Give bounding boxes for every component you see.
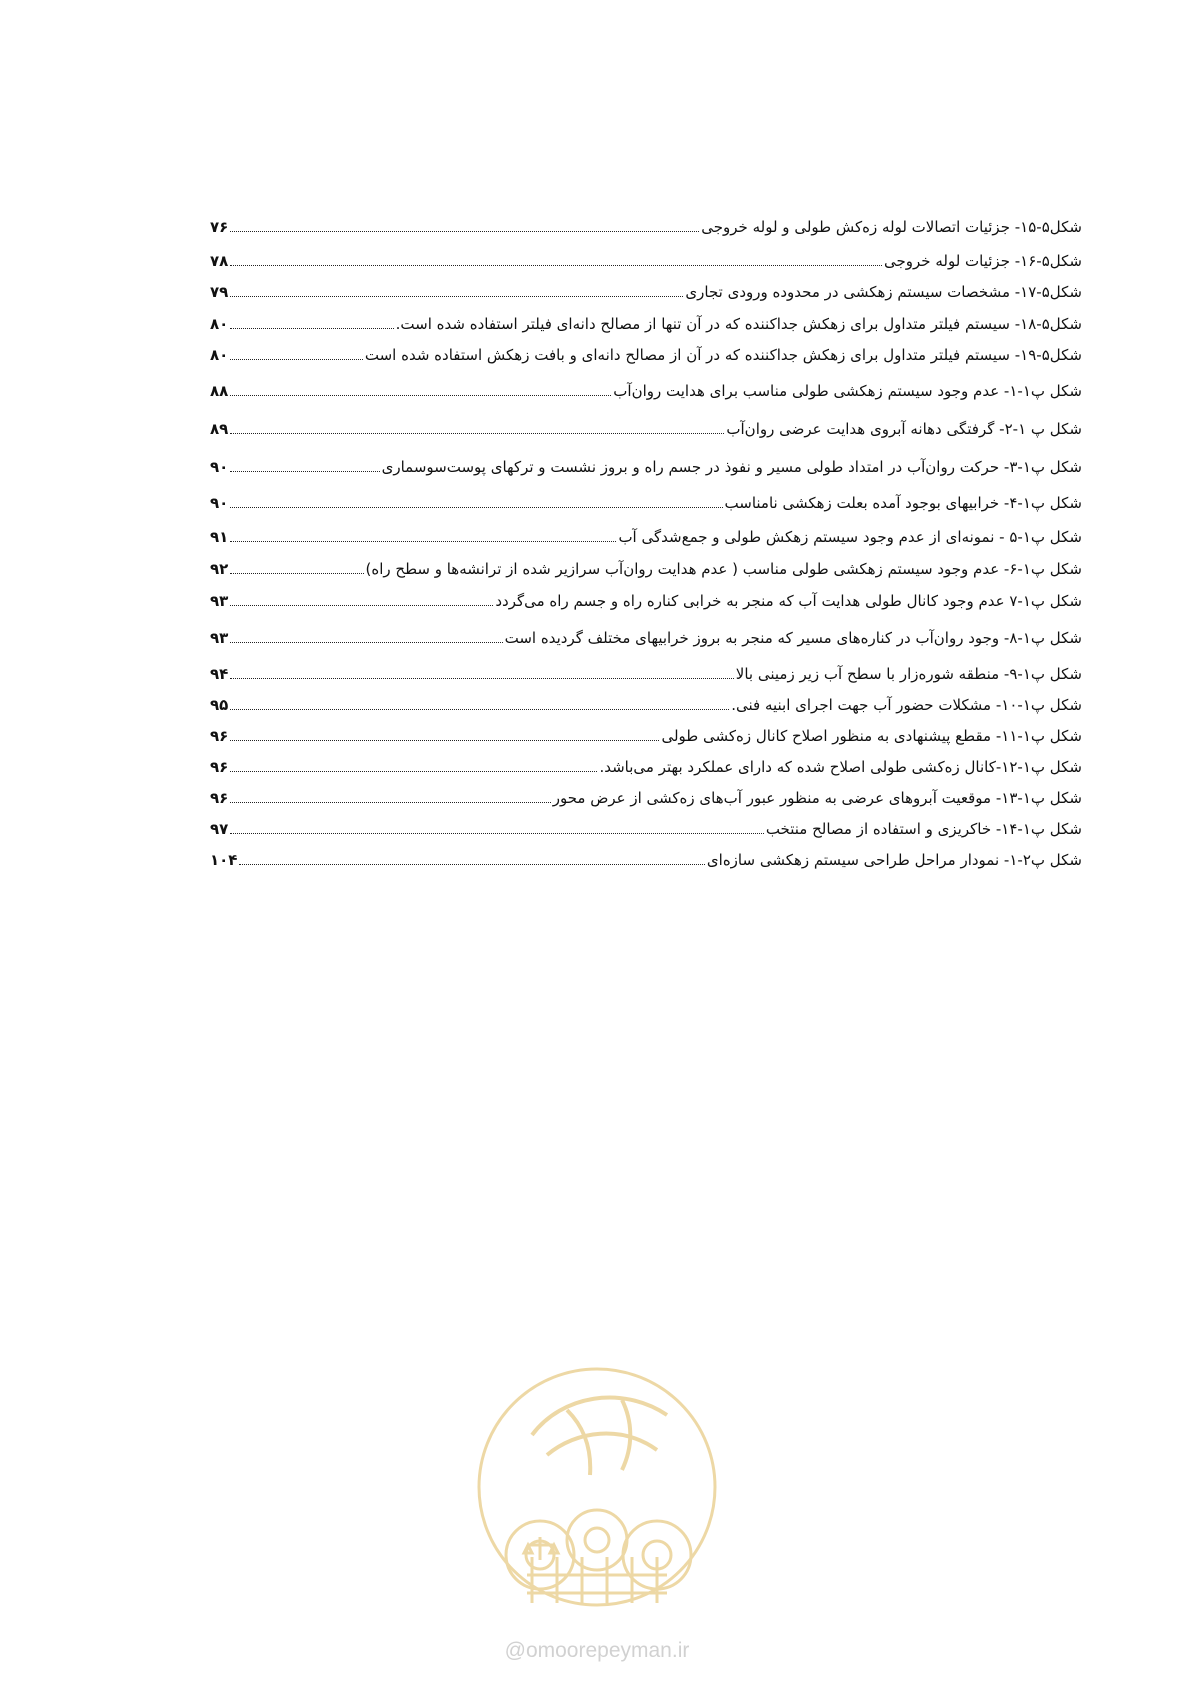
dot-leader <box>230 771 597 772</box>
toc-page-number: ۸۰ <box>210 346 229 364</box>
dot-leader <box>239 864 704 865</box>
toc-row[interactable] <box>210 315 1082 346</box>
dot-leader <box>230 833 764 834</box>
toc-entry-title: شکل پ۱-۱۱- مقطع پیشنهادی به منظور اصلاح کانال زه‌کشی طولی <box>661 727 1082 745</box>
toc-page-number: ۹۳ <box>210 592 229 610</box>
toc-entry-title: شکل پ۱-۹- منطقه شوره‌زار با سطح آب زیر زمینی بالا <box>735 665 1082 683</box>
toc-page-number: ۸۰ <box>210 315 229 333</box>
dot-leader <box>230 231 699 232</box>
toc-entry-title: شکل پ۱-۸- وجود روان‌آب در کناره‌های مسیر که منجر به بروز خرابیهای مختلف گردیده است <box>504 629 1082 647</box>
toc-page-number: ۹۲ <box>210 560 229 578</box>
dot-leader <box>230 433 724 434</box>
toc-page-number: ۹۵ <box>210 696 229 714</box>
toc-page-number: ۹۶ <box>210 789 229 807</box>
toc-row[interactable] <box>210 727 1082 758</box>
toc-page-number: ۹۶ <box>210 727 229 745</box>
dot-leader <box>230 573 363 574</box>
toc-entry-title: شکل پ۱-۱۴- خاکریزی و استفاده از مصالح منتخب <box>765 820 1082 838</box>
dot-leader <box>230 395 611 396</box>
watermark <box>472 1355 722 1675</box>
toc-row[interactable] <box>210 758 1082 789</box>
toc-row[interactable] <box>210 494 1082 528</box>
toc-entry-title: شکل پ۲-۱- نمودار مراحل طراحی سیستم زهکشی سازه‌ای <box>706 851 1082 869</box>
toc-row[interactable] <box>210 851 1082 882</box>
toc-row[interactable] <box>210 592 1082 629</box>
toc-row[interactable] <box>210 252 1082 283</box>
toc-page-number: ۹۶ <box>210 758 229 776</box>
toc-entry-title: شکل پ۱-۴- خرابیهای بوجود آمده بعلت زهکشی نامناسب <box>724 494 1082 512</box>
toc-entry-title: شکل۵-۱۵- جزئیات اتصالات لوله زه‌کش طولی و لوله خروجی <box>701 218 1082 236</box>
toc-entry-title: شکل۵-۱۸- سیستم فیلتر متداول برای زهکش جداکننده که در آن تنها از مصالح دانه‌ای فیلتر استفاده شده است. <box>395 315 1082 333</box>
dot-leader <box>230 709 729 710</box>
toc-entry-title: شکل پ۱-۷ عدم وجود کانال طولی هدایت آب که منجر به خرابی کناره راه و جسم راه می‌گردد <box>495 592 1082 610</box>
toc-row[interactable] <box>210 420 1082 458</box>
table-of-figures <box>210 218 1082 882</box>
toc-page-number: ۷۸ <box>210 252 229 270</box>
dot-leader <box>230 265 882 266</box>
toc-row[interactable] <box>210 283 1082 315</box>
dot-leader <box>230 296 683 297</box>
toc-entry-title: شکل پ۱-۱۳- موقعیت آبروهای عرضی به منظور عبور آب‌های زه‌کشی از عرض محور <box>552 789 1082 807</box>
toc-row[interactable] <box>210 665 1082 696</box>
watermark-url: @omoorepeyman.ir <box>504 1639 690 1662</box>
dot-leader <box>230 678 733 679</box>
dot-leader <box>230 541 616 542</box>
dot-leader <box>230 507 722 508</box>
toc-page-number: ۹۰ <box>210 458 229 476</box>
dot-leader <box>230 328 393 329</box>
toc-page-number: ۹۴ <box>210 665 229 683</box>
toc-page-number: ۷۹ <box>210 283 229 301</box>
dot-leader <box>230 802 550 803</box>
toc-entry-title: شکل پ ۱-۲- گرفتگی دهانه آبروی هدایت عرضی روان‌آب <box>726 420 1082 438</box>
toc-page-number: ۹۱ <box>210 528 229 546</box>
toc-page-number: ۸۸ <box>210 382 229 400</box>
toc-entry-title: شکل پ۱-۶- عدم وجود سیستم زهکشی طولی مناسب ( عدم هدایت روان‌آب سرازیر شده از ترانشه‌ها و سطح راه) <box>365 560 1082 578</box>
toc-page-number: ۹۷ <box>210 820 229 838</box>
toc-row[interactable] <box>210 528 1082 560</box>
toc-row[interactable] <box>210 382 1082 420</box>
toc-row[interactable] <box>210 346 1082 382</box>
toc-page-number: ۹۳ <box>210 629 229 647</box>
toc-entry-title: شکل پ۱-۵ - نمونه‌ای از عدم وجود سیستم زهکش طولی و جمع‌شدگی آب <box>618 528 1082 546</box>
dot-leader <box>230 471 379 472</box>
toc-entry-title: شکل۵-۱۹- سیستم فیلتر متداول برای زهکش جداکننده که در آن از مصالح دانه‌ای و بافت زهکش استفاده شده است <box>364 346 1082 364</box>
watermark-logo-icon <box>472 1355 722 1630</box>
toc-row[interactable] <box>210 696 1082 727</box>
dot-leader <box>230 740 659 741</box>
toc-row[interactable] <box>210 789 1082 820</box>
toc-row[interactable] <box>210 629 1082 665</box>
toc-page-number: ۷۶ <box>210 218 229 236</box>
toc-entry-title: شکل پ۱-۳- حرکت روان‌آب در امتداد طولی مسیر و نفوذ در جسم راه و بروز نشست و ترکهای پوست‌سوسماری <box>381 458 1082 476</box>
toc-row[interactable] <box>210 218 1082 252</box>
toc-entry-title: شکل پ۱-۱۰- مشکلات حضور آب جهت اجرای ابنیه فنی. <box>731 696 1082 714</box>
toc-entry-title: شکل پ۱-۱۲-کانال زه‌کشی طولی اصلاح شده که دارای عملکرد بهتر می‌باشد. <box>599 758 1082 776</box>
toc-entry-title: شکل پ۱-۱- عدم وجود سیستم زهکشی طولی مناسب برای هدایت روان‌آب <box>613 382 1082 400</box>
toc-page-number: ۹۰ <box>210 494 229 512</box>
dot-leader <box>230 605 493 606</box>
toc-page-number: ۸۹ <box>210 420 229 438</box>
toc-entry-title: شکل۵-۱۷- مشخصات سیستم زهکشی در محدوده ورودی تجاری <box>685 283 1082 301</box>
toc-entry-title: شکل۵-۱۶- جزئیات لوله خروجی <box>884 252 1082 270</box>
toc-row[interactable] <box>210 560 1082 592</box>
toc-row[interactable] <box>210 820 1082 851</box>
dot-leader <box>230 642 502 643</box>
dot-leader <box>230 359 363 360</box>
toc-page-number: ۱۰۴ <box>210 851 238 869</box>
toc-row[interactable] <box>210 458 1082 494</box>
